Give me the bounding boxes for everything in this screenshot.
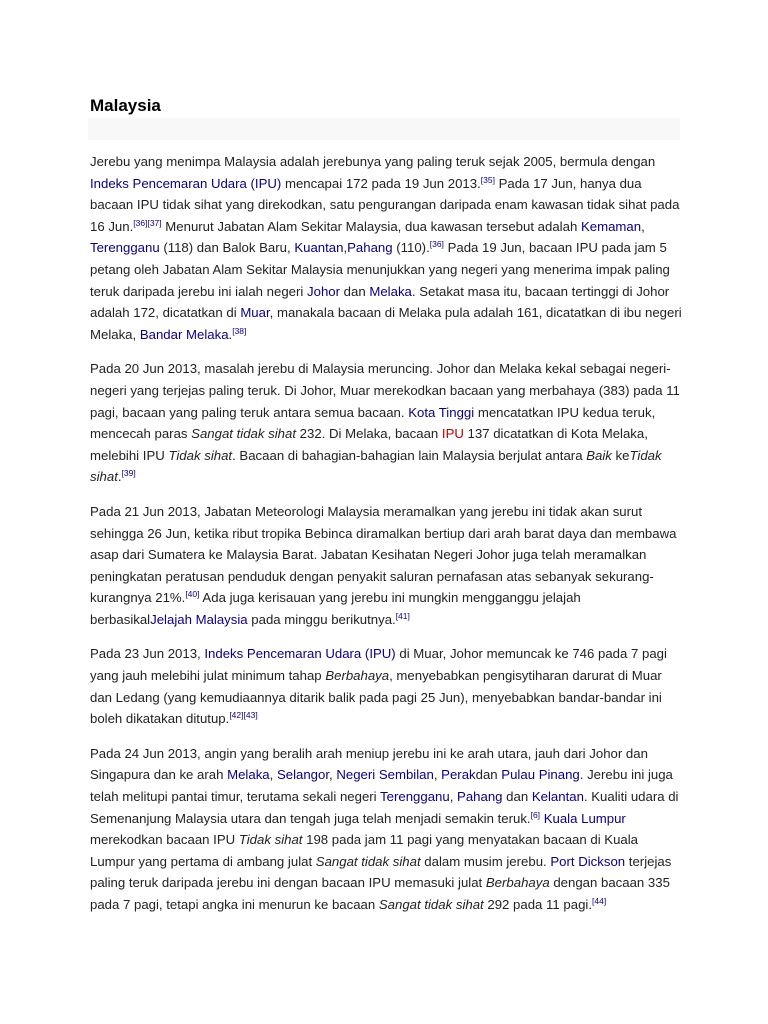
text-run: mencatatkan IPU kedua teruk, mencecah paras	[90, 404, 656, 442]
text-run: Pada 20 Jun 2013, masalah jerebu di Malaysia meruncing. Johor dan Melaka kekal sebagai negeri-negeri yang terjejas paling teruk. Di Johor, Muar merekodkan bacaan yang merbahaya (383) pada 11 pagi, bacaan yang paling teruk antara semua bacaan.	[90, 361, 680, 420]
text-run: .	[117, 469, 122, 485]
wiki-link[interactable]: Pahang	[347, 240, 393, 256]
wiki-link[interactable]: Kemaman	[580, 218, 642, 234]
text-run: Jerebu yang menimpa Malaysia adalah jerebunya yang paling teruk sejak 2005, bermula dengan	[90, 154, 656, 169]
text-run: dan	[502, 789, 532, 805]
text-run: 137 dicatatkan di Kota Melaka, melebihi IPU	[90, 426, 648, 463]
wiki-link[interactable]: Melaka	[227, 767, 270, 783]
text-run: merekodkan bacaan IPU	[90, 832, 239, 848]
italic-term: Sangat tidak sihat	[378, 897, 484, 912]
citation-link[interactable]: [36]	[133, 217, 148, 228]
wiki-link[interactable]: Kuantan	[294, 240, 344, 256]
citation-ref	[133, 218, 147, 228]
citation-ref	[122, 468, 136, 478]
text-run: ,	[449, 789, 458, 805]
wiki-link[interactable]: Johor	[307, 283, 341, 299]
text-run: .	[228, 326, 233, 342]
heading-underline-band	[88, 118, 680, 140]
text-run: pada minggu berikutnya.	[247, 611, 396, 627]
text-run: ,	[329, 767, 337, 783]
citation-link[interactable]: [44]	[592, 896, 607, 906]
italic-term: Tidak sihat	[90, 447, 662, 485]
text-run: di Muar, Johor memuncak ke 746 pada 7 pagi yang jauh melebihi julat minimum tahap	[90, 646, 667, 684]
text-run: Pada 24 Jun 2013, angin yang beralih arah meniup jerebu ini ke arah utara, jauh dari Johor dan Singapura dan ke arah	[90, 745, 648, 783]
citation-link[interactable]: [35]	[480, 174, 495, 185]
citation-ref	[592, 896, 606, 906]
paragraph-3	[90, 501, 682, 631]
wiki-link[interactable]: Perak	[441, 767, 476, 783]
wiki-link[interactable]: Bandar Melaka	[139, 326, 229, 342]
text-run: . Kualiti udara di Semenanjung Malaysia utara dan tengah juga telah menjadi semakin teruk.	[90, 789, 679, 826]
citation-ref	[531, 810, 540, 820]
wiki-link[interactable]: Selangor	[276, 767, 330, 783]
paragraph-5	[90, 743, 682, 916]
citation-link[interactable]: [36]	[429, 239, 444, 250]
text-run: terjejas paling teruk daripada jerebu ini dengan bacaan IPU memasuki julat	[90, 853, 672, 891]
redlink[interactable]: IPU	[441, 426, 464, 442]
wiki-link[interactable]: Muar	[240, 305, 270, 321]
text-run: ,	[343, 240, 348, 256]
text-run: dan	[475, 767, 502, 783]
section-heading: Malaysia	[90, 96, 161, 115]
wiki-link[interactable]: Melaka	[369, 283, 412, 299]
citation-link[interactable]: [43]	[243, 710, 258, 721]
text-run: ,	[641, 218, 645, 234]
citation-ref	[244, 710, 258, 720]
wiki-link[interactable]: Terengganu	[90, 240, 160, 256]
italic-term: Baik	[586, 447, 612, 463]
text-run: ke	[611, 447, 630, 463]
text-run: , manakala bacaan di Melaka pula adalah 161, dicatatkan di ibu negeri Melaka,	[90, 305, 682, 342]
citation-ref	[229, 710, 243, 720]
text-run: . Jerebu ini juga telah melitupi pantai timur, terutama sekali negeri	[90, 767, 673, 805]
wiki-link[interactable]: Kelantan	[531, 789, 584, 805]
paragraph-2	[90, 358, 682, 488]
wiki-link[interactable]: Pulau Pinang	[501, 767, 580, 783]
text-run: 232. Di Melaka, bacaan	[296, 426, 442, 442]
text-run: ,	[269, 767, 277, 783]
text-run: (110).	[392, 240, 430, 256]
citation-ref	[185, 589, 199, 599]
wiki-link[interactable]: Kota Tinggi	[408, 404, 475, 420]
wiki-link[interactable]: Kuala Lumpur	[543, 810, 626, 826]
citation-link[interactable]: [6]	[530, 809, 541, 820]
citation-link[interactable]: [38]	[232, 325, 247, 336]
text-run: 198 pada jam 11 pagi yang menyatakan bacaan di Kuala Lumpur yang pertama di ambang julat	[90, 832, 639, 869]
citation-ref	[147, 218, 161, 228]
text-run: dan	[340, 283, 370, 299]
italic-term: Berbahaya	[325, 668, 390, 684]
text-run: dengan bacaan 335 pada 7 pagi, tetapi angka ini menurun ke bacaan	[90, 875, 670, 912]
text-run: mencapai 172 pada 19 Jun 2013.	[281, 175, 481, 191]
citation-ref	[232, 326, 246, 336]
wiki-link[interactable]: Indeks Pencemaran Udara (IPU)	[204, 646, 396, 662]
paragraph-4	[90, 643, 682, 729]
italic-term: Tidak sihat	[168, 447, 233, 463]
text-run: . Setakat masa itu, bacaan tertinggi di Johor adalah 172, dicatatkan di	[90, 283, 670, 321]
text-run: 292 pada 11 pagi.	[483, 897, 592, 912]
text-run: ,	[433, 767, 442, 783]
italic-term: Sangat tidak sihat	[191, 426, 297, 442]
text-run: Pada 23 Jun 2013,	[90, 646, 205, 662]
text-run: Pada 19 Jun, bacaan IPU pada jam 5 petang oleh Jabatan Alam Sekitar Malaysia menunjukkan yang negeri yang menerima impak paling teruk daripada jerebu ini ialah negeri	[90, 240, 670, 299]
italic-term: Sangat tidak sihat	[315, 853, 421, 869]
citation-link[interactable]: [41]	[395, 610, 410, 621]
text-run: Pada 17 Jun, hanya dua bacaan IPU tidak sihat yang direkodkan, satu pengurangan daripada enam kawasan tidak sihat pada 16 Jun.	[90, 175, 680, 234]
italic-term: Berbahaya	[485, 875, 550, 891]
wiki-link[interactable]: Negeri Sembilan	[336, 767, 434, 783]
citation-link[interactable]: [42]	[229, 710, 244, 721]
text-run: dalam musim jerebu.	[420, 853, 551, 869]
citation-ref	[481, 175, 495, 185]
citation-ref	[430, 239, 444, 249]
wiki-link[interactable]: Terengganu	[380, 789, 450, 805]
citation-link[interactable]: [40]	[185, 589, 200, 600]
text-run: (118) dan Balok Baru,	[159, 240, 295, 256]
text-run: Ada juga kerisauan yang jerebu ini mungkin mengganggu jelajah berbasikal	[90, 590, 581, 627]
text-run: . Bacaan di bahagian-bahagian lain Malaysia berjulat antara	[232, 447, 587, 463]
citation-link[interactable]: [37]	[147, 217, 162, 228]
wiki-link[interactable]: Pahang	[457, 789, 503, 805]
citation-ref	[396, 611, 410, 621]
wiki-link[interactable]: Jelajah Malaysia	[150, 611, 248, 627]
text-run: , menyebabkan pengisytiharan darurat di Muar dan Ledang (yang kemudiaannya ditarik balik pada pagi 25 Jun), menyebabkan bandar-bandar ini boleh dikatakan ditutup.	[90, 668, 662, 727]
article-body	[90, 151, 682, 929]
italic-term: Tidak sihat	[238, 832, 303, 848]
wiki-link[interactable]: Indeks Pencemaran Udara (IPU)	[90, 175, 282, 191]
citation-link[interactable]: [39]	[121, 468, 136, 479]
wiki-link[interactable]: Port Dickson	[550, 853, 626, 869]
text-run: Pada 21 Jun 2013, Jabatan Meteorologi Malaysia meramalkan yang jerebu ini tidak akan surut sehingga 26 Jun, ketika ribut tropika Bebinca diramalkan bertiup dari arah barat daya dan membawa asap dari Sumatera ke Malaysia Barat. Jabatan Kesihatan Negeri Johor juga telah meramalkan peningkatan peratusan penduduk dengan penyakit saluran pernafasan atas sebanyak sekurang-kurangnya 21%.	[90, 503, 677, 606]
paragraph-1	[90, 151, 682, 345]
text-run: Menurut Jabatan Alam Sekitar Malaysia, dua kawasan tersebut adalah	[161, 218, 581, 234]
